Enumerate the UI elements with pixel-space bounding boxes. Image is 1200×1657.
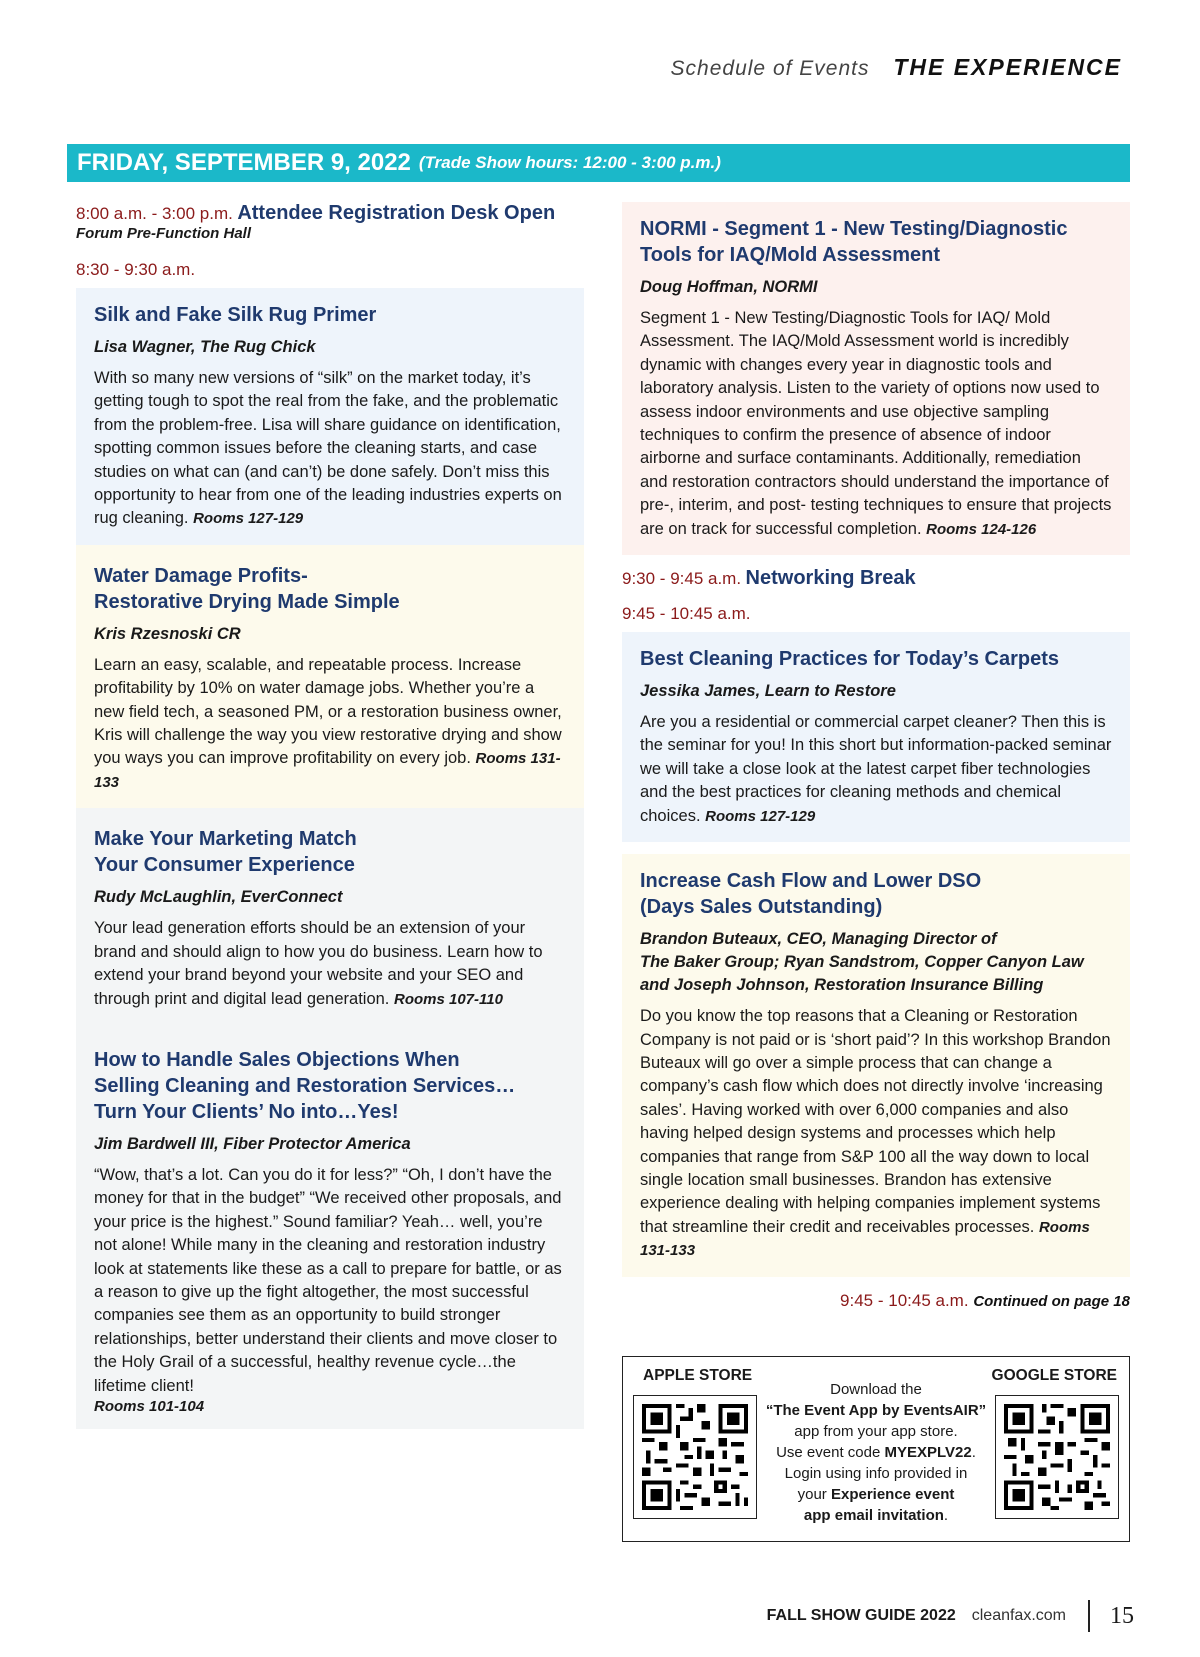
trade-show-hours: (Trade Show hours: 12:00 - 3:00 p.m.) bbox=[418, 153, 721, 172]
description-text: Segment 1 - New Testing/Diagnostic Tools for IAQ/ Mold Assessment. The IAQ/Mold Assessment world is incredibly dynamic with changes every year in diagnostic tools and laboratory analysis. Listen to the variety of options now used to assess indoor environments and use objective sampling techniques to confirm the presence of absence of indoor airborne and surface contaminants. Additionally, remediation and restoration contractors should understand the importance of pre-, interim, and post- testing techniques to ensure that projects are on track for successful completion. bbox=[640, 309, 1112, 538]
section-label: Schedule of Events bbox=[670, 57, 870, 80]
session-rooms: Rooms 127-129 bbox=[193, 510, 304, 528]
page-header bbox=[671, 54, 1122, 81]
code-suffix: . bbox=[971, 1444, 976, 1461]
page-number: 15 bbox=[1110, 1602, 1134, 1629]
break-title: Networking Break bbox=[745, 567, 916, 590]
session-rooms: Rooms 131-133 bbox=[94, 750, 561, 791]
qr-code-icon bbox=[1004, 1404, 1110, 1510]
session-title: Make Your Marketing Match Your Consumer Experience bbox=[94, 828, 357, 877]
session-speaker: Doug Hoffman, NORMI bbox=[640, 278, 818, 296]
footer-site-link[interactable]: cleanfax.com bbox=[971, 1607, 1066, 1624]
session-speaker: Jessika James, Learn to Restore bbox=[640, 682, 896, 701]
session-title: Best Cleaning Practices for Today’s Carpets bbox=[640, 648, 1060, 671]
session-description bbox=[640, 1005, 1112, 1262]
session-speaker: Brandon Buteaux, CEO, Managing Director of The Baker Group; Ryan Sandstrom, Copper Canyon Law and Joseph Johnson, Restoration Insurance Billing bbox=[640, 930, 1084, 995]
session-description bbox=[94, 917, 566, 1011]
continued-time: 9:45 - 10:45 a.m. bbox=[840, 1290, 969, 1310]
page-footer bbox=[767, 1600, 1134, 1632]
app-invite-line-2 bbox=[763, 1505, 989, 1526]
description-text: Do you know the top reasons that a Cleaning or Restoration Company is not paid or is ‘short paid’? In this workshop Brandon Buteaux will go over a simple process that can change a company’s cash flow which does not directly involve ‘increasing sales’. Having worked with over 6,000 companies and also having helped design systems and processes which help companies that range from S&P 100 all the way down to local single location small businesses. Brandon has extensive experience dealing with helping companies implement systems that streamline their credit and receivables processes. bbox=[640, 1007, 1111, 1236]
session-block bbox=[76, 1037, 584, 1429]
description-text: Your lead generation efforts should be an extension of your brand and should align to how you do business. Learn how to extend your brand beyond your website and your SEO and through print and digital lead generation. bbox=[94, 919, 543, 1008]
description-text: With so many new versions of “silk” on the market today, it’s getting tough to spot the real from the fake, and the problematic from the problem-free. Lisa will share guidance on identification, spotting common issues before the cleaning starts, and case studies on what can (and can’t) be done safely. Don’t miss this opportunity to hear from one of the leading industries experts on rug cleaning. bbox=[94, 369, 562, 528]
left-column bbox=[76, 202, 584, 1429]
continued-link[interactable]: Continued on page 18 bbox=[973, 1292, 1130, 1310]
session-rooms: Rooms 107-110 bbox=[393, 990, 503, 1008]
session-rooms: Rooms 127-129 bbox=[705, 807, 816, 825]
invite-bold-2: app email invitation bbox=[803, 1507, 944, 1524]
session-title: How to Handle Sales Objections When Selling Cleaning and Restoration Services… Turn Your Clients’ No into…Yes! bbox=[94, 1048, 516, 1123]
footer-divider bbox=[1088, 1600, 1090, 1632]
session-block bbox=[76, 545, 584, 808]
break-line bbox=[622, 567, 1130, 590]
app-invite-line bbox=[763, 1484, 989, 1505]
slot-time: 8:30 - 9:30 a.m. bbox=[76, 260, 196, 279]
apple-store-label: APPLE STORE bbox=[643, 1367, 753, 1384]
app-download-box bbox=[622, 1356, 1130, 1542]
session-speaker: Rudy McLaughlin, EverConnect bbox=[94, 888, 343, 907]
session-block bbox=[622, 632, 1130, 842]
break-time: 9:30 - 9:45 a.m. bbox=[622, 569, 742, 589]
session-speaker: Jim Bardwell III, Fiber Protector America bbox=[94, 1134, 411, 1153]
session-block bbox=[622, 854, 1130, 1276]
invite-prefix: your bbox=[797, 1486, 831, 1503]
app-name: “The Event App by EventsAIR” bbox=[765, 1402, 987, 1419]
day-banner bbox=[67, 144, 1130, 182]
slot-time: 9:45 - 10:45 a.m. bbox=[622, 604, 751, 624]
app-code-line bbox=[763, 1442, 989, 1463]
session-block bbox=[76, 288, 584, 545]
session-title: Water Damage Profits- Restorative Drying Made Simple bbox=[94, 564, 400, 613]
session-description bbox=[640, 307, 1112, 541]
registration-time: 8:00 a.m. - 3:00 p.m. bbox=[76, 204, 233, 223]
registration-title: Attendee Registration Desk Open bbox=[237, 202, 556, 224]
google-store-qr-icon[interactable] bbox=[995, 1395, 1119, 1519]
day-title: FRIDAY, SEPTEMBER 9, 2022 bbox=[77, 149, 411, 176]
session-speaker: Kris Rzesnoski CR bbox=[94, 624, 241, 643]
app-line-store: app from your app store. bbox=[794, 1423, 958, 1440]
session-description: “Wow, that’s a lot. Can you do it for less?” “Oh, I don’t have the money for that in the budget” “We received other proposals, and your price is the highest.” Sound familiar? Yeah… well, you’re not alone! While many in the cleaning and restoration industry look at statements like these as a call to prepare for battle, or as a reason to give up the fight altogether, the most successful companies see them as an opportunity to build stronger relationships, better understand their clients and move closer to the Holy Grail of a successful, healthy revenue cycle…the lifetime client! bbox=[94, 1165, 562, 1395]
session-description bbox=[94, 654, 566, 794]
session-title: NORMI - Segment 1 - New Testing/Diagnostic Tools for IAQ/Mold Assessment bbox=[640, 218, 1068, 266]
app-line-download: Download the bbox=[830, 1381, 922, 1398]
session-title: Increase Cash Flow and Lower DSO (Days Sales Outstanding) bbox=[640, 870, 982, 919]
event-code: MYEXPLV22 bbox=[884, 1444, 972, 1461]
brand-label: THE EXPERIENCE bbox=[893, 54, 1122, 80]
registration-venue: Forum Pre-Function Hall bbox=[76, 225, 252, 242]
session-block bbox=[622, 202, 1130, 555]
qr-code-icon bbox=[642, 1404, 748, 1510]
continued-note bbox=[622, 1291, 1130, 1311]
description-text: Learn an easy, scalable, and repeatable process. Increase profitability by 10% on water damage jobs. Whether you’re a new field tech, a seasoned PM, or a restoration business owner, Kris will challenge the way you view restorative drying and show you ways you can improve profitability on every job. bbox=[94, 655, 562, 768]
right-column bbox=[622, 202, 1130, 1311]
session-rooms: Rooms 101-104 bbox=[94, 1397, 205, 1415]
footer-guide: FALL SHOW GUIDE 2022 bbox=[766, 1607, 956, 1624]
code-prefix: Use event code bbox=[776, 1444, 885, 1461]
session-description bbox=[94, 367, 566, 531]
app-login-line: Login using info provided in bbox=[784, 1465, 968, 1482]
session-block bbox=[76, 808, 584, 1037]
description-text: Are you a residential or commercial carpet cleaner? Then this is the seminar for you! In this short but information-packed seminar we will take a close look at the latest carpet fiber technologies and the best practices for cleaning methods and chemical choices. bbox=[640, 713, 1112, 825]
invite-end: . bbox=[943, 1507, 949, 1524]
session-rooms: Rooms 131-133 bbox=[640, 1218, 1090, 1260]
app-instructions bbox=[763, 1379, 989, 1526]
session-description bbox=[640, 711, 1112, 828]
session-title: Silk and Fake Silk Rug Primer bbox=[94, 304, 377, 326]
google-store-label: GOOGLE STORE bbox=[991, 1367, 1117, 1384]
session-rooms: Rooms 124-126 bbox=[926, 520, 1037, 538]
apple-store-qr-icon[interactable] bbox=[633, 1395, 757, 1519]
invite-bold-1: Experience event bbox=[830, 1486, 955, 1503]
registration-line bbox=[76, 202, 584, 242]
session-speaker: Lisa Wagner, The Rug Chick bbox=[94, 338, 316, 356]
